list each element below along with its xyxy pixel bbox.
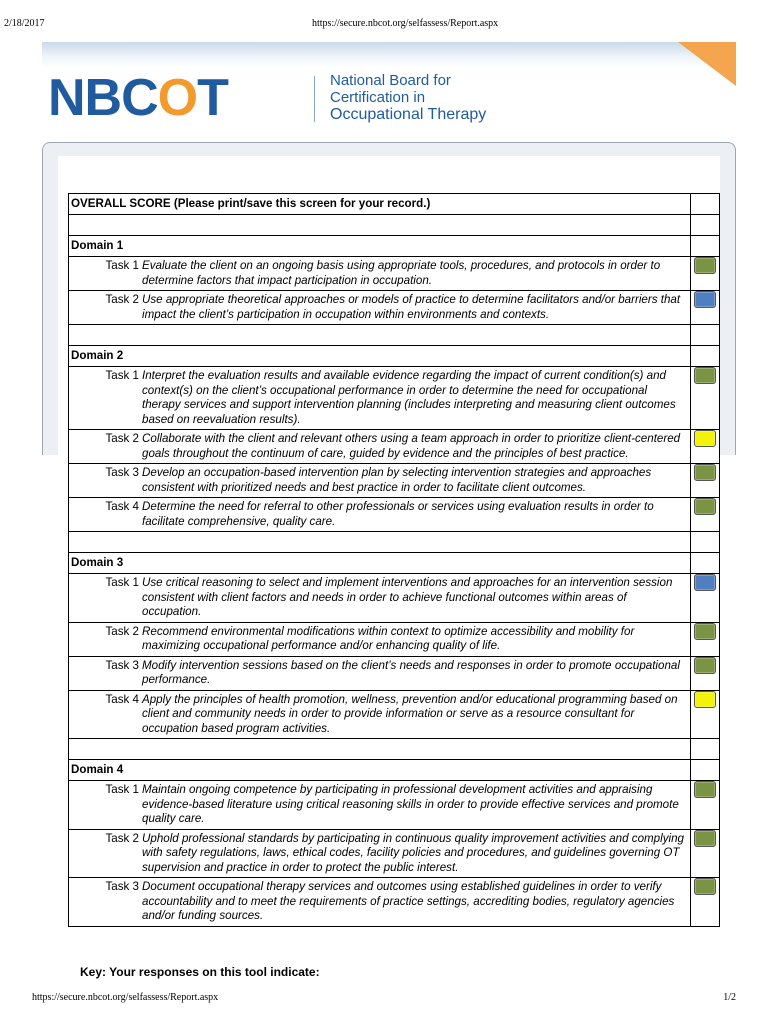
spacer-row: [69, 532, 720, 553]
rating-indicator-green: [694, 257, 716, 274]
logo-divider: [314, 76, 315, 122]
task-row: [69, 878, 720, 927]
task-number: Task 2: [105, 432, 139, 445]
task-description: Modify intervention sessions based on the client’s needs and responses in order to promote occupational performance.: [142, 658, 680, 686]
logo-tagline-line1: National Board for: [330, 72, 451, 89]
task-description: Develop an occupation-based intervention plan by selecting intervention strategies and approaches consistent with prioritized needs and best practice in order to facilitate client outcomes.: [142, 466, 652, 494]
rating-indicator-green: [694, 878, 716, 895]
task-row: [69, 464, 720, 498]
rating-indicator-green: [694, 367, 716, 384]
task-line: [71, 259, 688, 288]
task-description: Use critical reasoning to select and implement interventions and approaches for an intervention session consistent with client factors and needs in order to achieve functional outcomes within areas of occupation.: [142, 576, 673, 618]
spacer-cell: [69, 325, 691, 346]
banner-corner-accent: [678, 42, 736, 86]
key-label: Key: Your responses on this tool indicate:: [80, 965, 320, 979]
task-number: Task 1: [105, 576, 139, 589]
task-row: [69, 781, 720, 830]
logo-letters-nbc: NBC: [48, 69, 158, 127]
task-description: Collaborate with the client and relevant others using a team approach in order to prioritize client-centered goals throughout the continuum of care, guided by evidence and the principles of best practice.: [142, 432, 681, 460]
nbcot-logo: [48, 69, 228, 127]
logo-letter-o: O: [157, 69, 198, 127]
task-row: [69, 656, 720, 690]
domain-row: [69, 760, 720, 781]
rating-indicator-green: [694, 657, 716, 674]
rating-cell: [691, 430, 720, 464]
task-cell: [69, 622, 691, 656]
task-row: [69, 257, 720, 291]
task-description: Document occupational therapy services and outcomes using established guidelines in order to verify accountability and to meet the requirements of practice settings, accrediting bodies, regulatory agencies and/or funding sources.: [142, 880, 675, 922]
task-row: [69, 498, 720, 532]
task-line: [71, 693, 688, 737]
task-row: [69, 430, 720, 464]
score-table-body: [69, 194, 720, 927]
task-line: [71, 625, 688, 654]
rating-cell: [691, 464, 720, 498]
task-line: [71, 293, 688, 322]
rating-cell: [691, 622, 720, 656]
task-row: [69, 367, 720, 430]
print-date: 2/18/2017: [4, 18, 45, 29]
rating-cell: [691, 781, 720, 830]
overall-row: [69, 194, 720, 215]
print-header-url: https://secure.nbcot.org/selfassess/Report.aspx: [312, 18, 499, 29]
spacer-indicator-cell: [691, 215, 720, 236]
domain-indicator-cell: [691, 236, 720, 257]
task-number: Task 3: [105, 880, 139, 893]
logo-tagline-line3: Occupational Therapy: [330, 106, 487, 123]
domain-title: Domain 1: [69, 236, 691, 257]
page-number: 1/2: [723, 992, 736, 1003]
rating-indicator-green: [694, 464, 716, 481]
task-cell: [69, 367, 691, 430]
task-row: [69, 574, 720, 623]
task-number: Task 1: [105, 783, 139, 796]
score-table: [68, 193, 720, 927]
task-row: [69, 622, 720, 656]
rating-cell: [691, 574, 720, 623]
logo-tagline: [330, 72, 486, 123]
task-line: [71, 369, 688, 427]
rating-indicator-green: [694, 498, 716, 515]
task-cell: [69, 656, 691, 690]
task-number: Task 2: [105, 624, 139, 638]
rating-cell: [691, 291, 720, 325]
domain-indicator-cell: [691, 346, 720, 367]
rating-indicator-green: [694, 830, 716, 847]
task-number: Task 1: [105, 369, 139, 382]
overall-heading: OVERALL SCORE (Please print/save this screen for your record.): [69, 194, 691, 215]
task-description: Apply the principles of health promotion, wellness, prevention and/or educational programming based on client and community needs in order to provide information or serve as a resource consultant for occupation based program activities.: [142, 692, 678, 735]
task-line: [71, 432, 688, 461]
task-line: [71, 832, 688, 876]
task-description: Use appropriate theoretical approaches or models of practice to determine facilitators and/or barriers that impact the client’s participation in occupation within environments and contexts.: [142, 293, 681, 321]
task-description: Recommend environmental modifications within context to optimize accessibility and mobility for maximizing occupational performance and/or enhancing quality of life.: [142, 624, 635, 652]
rating-indicator-green: [694, 623, 716, 640]
spacer-indicator-cell: [691, 325, 720, 346]
spacer-row: [69, 325, 720, 346]
spacer-indicator-cell: [691, 532, 720, 553]
task-line: [71, 880, 688, 924]
task-description: Uphold professional standards by participating in continuous quality improvement activities and complying with safety regulations, laws, ethical codes, facility policies and procedures, and guidelines governing OT supervision and practice in order to protect the public interest.: [142, 831, 684, 874]
task-line: [71, 466, 688, 495]
task-cell: [69, 257, 691, 291]
spacer-row: [69, 739, 720, 760]
spacer-cell: [69, 532, 691, 553]
domain-title: Domain 2: [69, 346, 691, 367]
task-cell: [69, 878, 691, 927]
overall-indicator-cell: [691, 194, 720, 215]
task-number: Task 2: [105, 831, 139, 845]
task-row: [69, 291, 720, 325]
task-cell: [69, 829, 691, 878]
task-description: Maintain ongoing competence by participating in professional development activities and appraising evidence-based literature using critical reasoning skills in order to provide effective services and promote quality care.: [142, 783, 679, 825]
task-cell: [69, 781, 691, 830]
task-number: Task 4: [105, 500, 139, 513]
domain-row: [69, 553, 720, 574]
domain-title: Domain 4: [69, 760, 691, 781]
spacer-indicator-cell: [691, 739, 720, 760]
domain-indicator-cell: [691, 760, 720, 781]
task-cell: [69, 430, 691, 464]
rating-cell: [691, 367, 720, 430]
task-cell: [69, 574, 691, 623]
rating-cell: [691, 878, 720, 927]
task-description: Evaluate the client on an ongoing basis using appropriate tools, procedures, and protocols in order to determine factors that impact participation in occupation.: [142, 259, 661, 287]
domain-row: [69, 236, 720, 257]
rating-indicator-yellow: [694, 430, 716, 447]
task-row: [69, 690, 720, 739]
rating-cell: [691, 257, 720, 291]
nbcot-banner: [42, 42, 736, 138]
task-description: Interpret the evaluation results and available evidence regarding the impact of current condition(s) and context(s) on the client’s occupational performance in order to determine the need for occupational therapy services and support intervention planning (includes interpreting and measuring client outcomes based on reevaluation results).: [142, 369, 676, 426]
rating-cell: [691, 690, 720, 739]
task-row: [69, 829, 720, 878]
task-line: [71, 500, 688, 529]
task-line: [71, 783, 688, 827]
task-description: Determine the need for referral to other professionals or services using evaluation results in order to facilitate comprehensive, quality care.: [142, 500, 654, 528]
spacer-cell: [69, 215, 691, 236]
task-cell: [69, 498, 691, 532]
domain-indicator-cell: [691, 553, 720, 574]
task-line: [71, 659, 688, 688]
print-footer-url: https://secure.nbcot.org/selfassess/Report.aspx: [32, 992, 219, 1003]
task-number: Task 4: [105, 692, 139, 706]
domain-title: Domain 3: [69, 553, 691, 574]
rating-cell: [691, 829, 720, 878]
spacer-cell: [69, 739, 691, 760]
logo-letter-t: T: [197, 69, 228, 127]
domain-row: [69, 346, 720, 367]
logo-tagline-line2: Certification in: [330, 89, 426, 106]
rating-indicator-blue: [694, 574, 716, 591]
rating-indicator-green: [694, 781, 716, 798]
task-cell: [69, 464, 691, 498]
task-cell: [69, 690, 691, 739]
task-number: Task 3: [105, 466, 139, 479]
rating-cell: [691, 498, 720, 532]
rating-indicator-blue: [694, 291, 716, 308]
task-line: [71, 576, 688, 620]
rating-cell: [691, 656, 720, 690]
task-number: Task 1: [105, 259, 139, 272]
task-number: Task 2: [105, 293, 139, 306]
task-cell: [69, 291, 691, 325]
task-number: Task 3: [105, 658, 139, 672]
spacer-row: [69, 215, 720, 236]
rating-indicator-yellow: [694, 691, 716, 708]
